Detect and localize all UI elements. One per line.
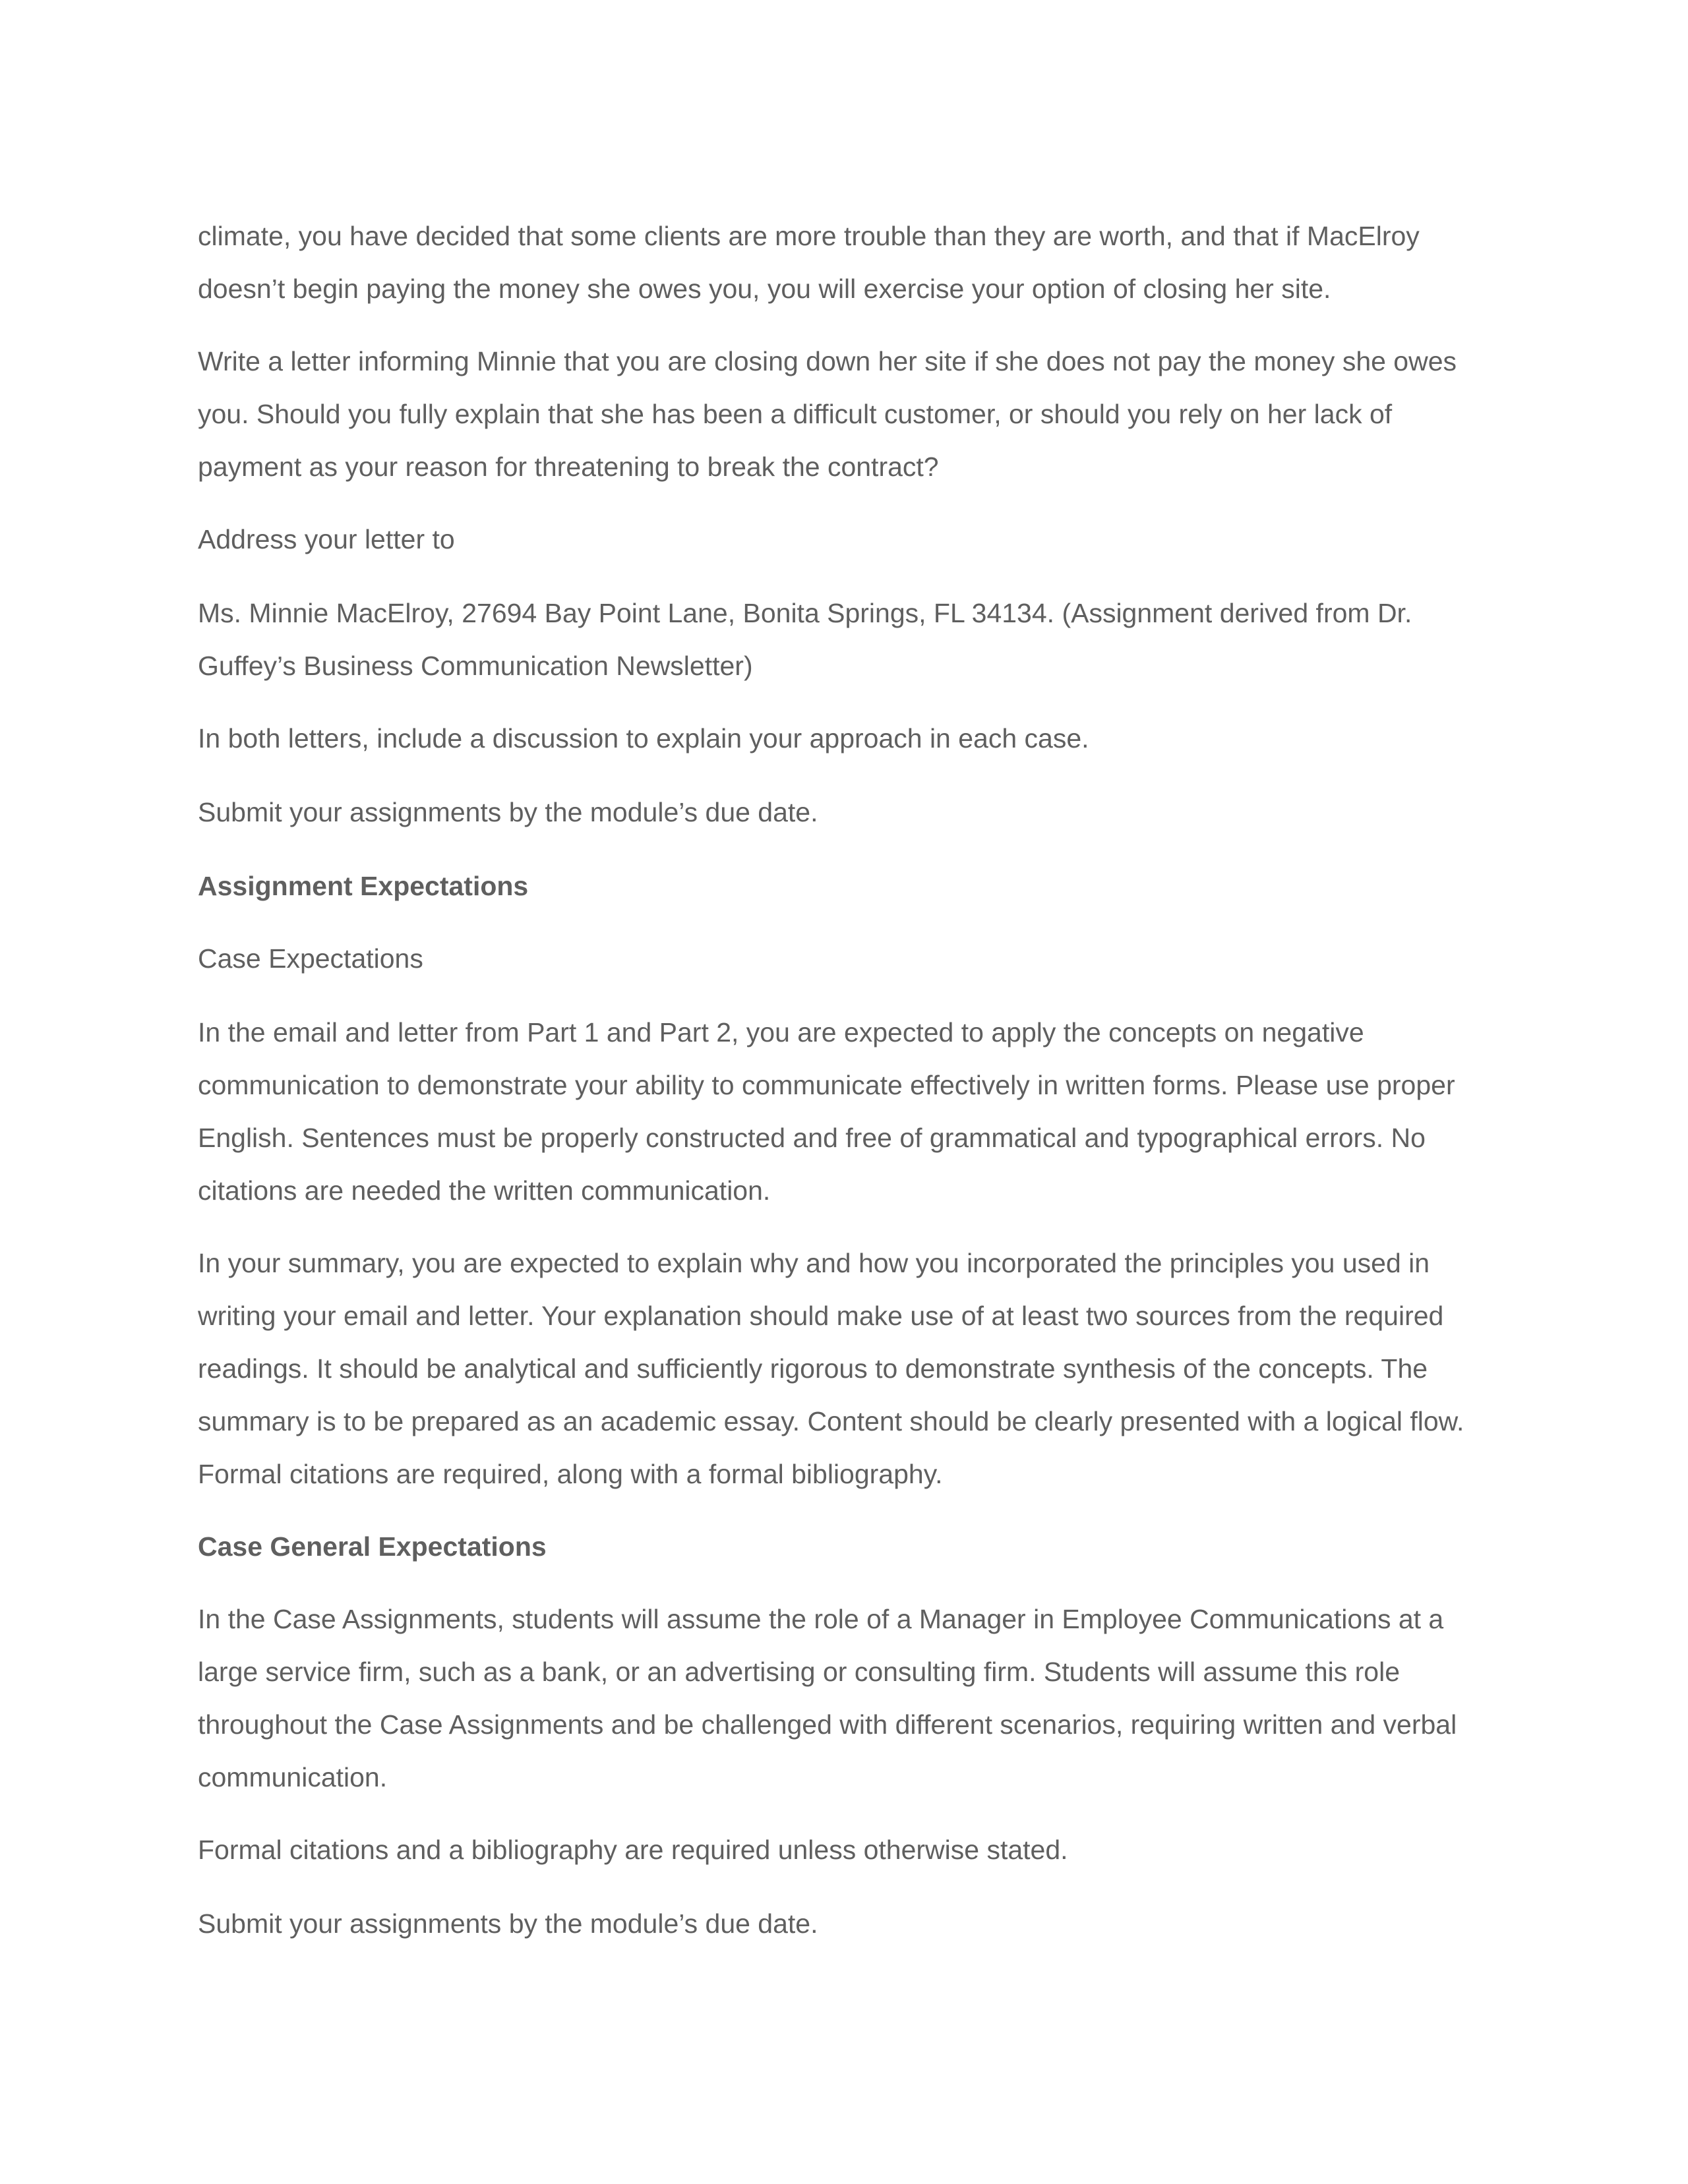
paragraph-email-letter-expectations: In the email and letter from Part 1 and Part 2, you are expected to apply the concepts on negative communication to demonstrate your ability to communicate effectively in written forms. Please use proper English. Sentences must be properly constructed and free of grammatical and typographical errors. No citations are needed the written communication. [198,1017,1455,1206]
paragraph-formal-citations: Formal citations and a bibliography are required unless otherwise stated. [198,1835,1068,1865]
paragraph-closing-site-context: climate, you have decided that some clients are more trouble than they are worth, and that if MacElroy doesn’t begin paying the money she owes you, you will exercise your option of closing her site. [198,221,1420,304]
paragraph-letter-instructions: Write a letter informing Minnie that you are closing down her site if she does not pay the money she owes you. Should you fully explain that she has been a difficult customer, or should you rely on her lack of payment as your reason for threatening to break the contract? [198,346,1457,482]
paragraph-both-letters: In both letters, include a discussion to explain your approach in each case. [198,723,1089,753]
document-page [198,210,1490,1971]
paragraph-case-expectations: Case Expectations [198,943,423,974]
paragraph-case-assignments-role: In the Case Assignments, students will assume the role of a Manager in Employee Communications at a large service firm, such as a bank, or an advertising or consulting firm. Students will assume this role throughout the Case Assignments and be challenged with different scenarios, requiring written and verbal communication. [198,1604,1457,1792]
paragraph-summary-expectations: In your summary, you are expected to explain why and how you incorporated the principles you used in writing your email and letter. Your explanation should make use of at least two sources from the required readings. It should be analytical and sufficiently rigorous to demonstrate synthesis of the concepts. The summary is to be prepared as an academic essay. Content should be clearly presented with a logical flow. Formal citations are required, along with a formal bibliography. [198,1248,1464,1489]
paragraph-submit-2: Submit your assignments by the module’s due date. [198,1908,818,1939]
paragraph-address: Ms. Minnie MacElroy, 27694 Bay Point Lane, Bonita Springs, FL 34134. (Assignment derived from Dr. Guffey’s Business Communication Newsletter) [198,598,1412,681]
heading-case-general-expectations: Case General Expectations [198,1531,547,1562]
heading-assignment-expectations: Assignment Expectations [198,871,529,901]
paragraph-address-intro: Address your letter to [198,524,455,554]
paragraph-submit-1: Submit your assignments by the module’s due date. [198,797,818,827]
